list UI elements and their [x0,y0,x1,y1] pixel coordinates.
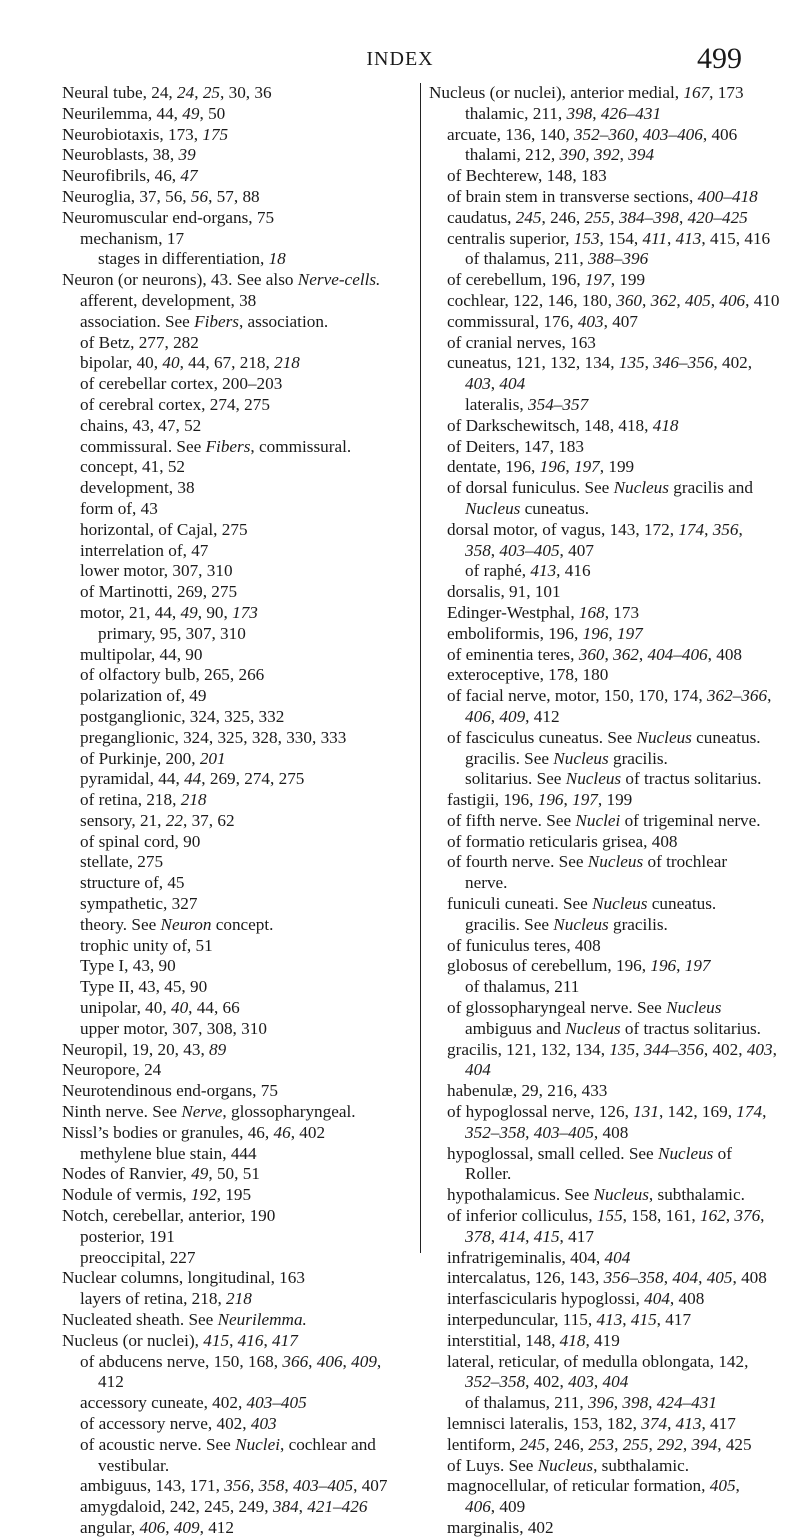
index-entry: globosus of cerebellum, 196, 196, 197 [447,956,711,976]
index-entry: of Betz, 277, 282 [80,332,199,352]
index-entry: trophic unity of, 51 [80,935,213,955]
index-entry: of raphé, 413, 416 [465,561,591,581]
index-entry: nerve. [465,873,508,893]
index-entry: Nucleated sheath. See Neurilemma. [62,1310,307,1330]
index-entry: of Martinotti, 269, 275 [80,582,238,602]
index-entry: of cerebral cortex, 274, 275 [80,394,270,414]
index-entry: of abducens nerve, 150, 168, 366, 406, 409, [80,1351,382,1371]
index-entry: lateralis, 354–357 [465,394,589,414]
index-column-right [420,83,783,1537]
index-entry: lower motor, 307, 310 [80,561,233,581]
index-entry: sensory, 21, 22, 37, 62 [80,810,235,830]
index-entry: pyramidal, 44, 44, 269, 274, 275 [80,769,305,789]
index-entry: primary, 95, 307, 310 [98,623,246,643]
index-entry: Nucleus (or nuclei), anterior medial, 167, 173 [429,83,744,102]
index-entry: Neurofibrils, 46, 47 [62,166,198,186]
running-title: INDEX [366,48,434,70]
index-entry: intercalatus, 126, 143, 356–358, 404, 405, 408 [447,1268,767,1288]
index-entry: of funiculus teres, 408 [447,935,601,955]
index-entry: chains, 43, 47, 52 [80,415,202,435]
index-entry: angular, 406, 409, 412 [80,1517,234,1537]
index-entry: of cranial nerves, 163 [447,332,596,352]
index-entry: Ninth nerve. See Nerve, glossopharyngeal. [62,1102,356,1122]
index-entry: 352–358, 403–405, 408 [465,1122,629,1142]
index-entry: Neuroblasts, 38, 39 [62,145,196,165]
index-entry: mechanism, 17 [80,228,185,248]
index-entry: of formatio reticularis grisea, 408 [447,831,678,851]
index-entry: centralis superior, 153, 154, 411, 413, 415, 416 [447,228,771,248]
index-entry: lentiform, 245, 246, 253, 255, 292, 394, 425 [447,1434,752,1454]
index-entry: of Deiters, 147, 183 [447,436,584,456]
index-entry: bipolar, 40, 40, 44, 67, 218, 218 [80,353,300,373]
index-entry: of Darkschewitsch, 148, 418, 418 [447,415,679,435]
index-entry: polarization of, 49 [80,686,207,706]
index-entry: of hypoglossal nerve, 126, 131, 142, 169, 174, [447,1102,767,1122]
index-entry: gracilis. See Nucleus gracilis. [465,914,668,934]
index-entry: 412 [98,1372,124,1392]
index-entry: habenulæ, 29, 216, 433 [447,1081,608,1101]
index-entry: interrelation of, 47 [80,540,209,560]
index-entry: 403, 404 [465,374,526,394]
index-entry: vestibular. [98,1455,170,1475]
index-entry: of fifth nerve. See Nuclei of trigeminal nerve. [447,810,761,830]
index-entry: caudatus, 245, 246, 255, 384–398, 420–425 [447,207,748,227]
index-entry: of cerebellum, 196, 197, 199 [447,270,646,290]
index-entry: Neurotendinous end-organs, 75 [62,1081,278,1101]
index-entry: marginalis, 402 [447,1517,554,1537]
index-entry: infratrigeminalis, 404, 404 [447,1247,631,1267]
index-entry: sympathetic, 327 [80,894,198,914]
index-entry: upper motor, 307, 308, 310 [80,1018,267,1038]
index-entry: interstitial, 148, 418, 419 [447,1330,620,1350]
index-entry: Nucleus cuneatus. [465,498,590,518]
index-entry: cochlear, 122, 146, 180, 360, 362, 405, 406, 410 [447,290,780,310]
index-column-left [62,83,420,1539]
index-entry: of thalamus, 211, 396, 398, 424–431 [465,1393,717,1413]
index-entry: association. See Fibers, association. [80,311,329,331]
page-header [0,42,800,82]
index-entry: concept, 41, 52 [80,457,186,477]
index-entry: postganglionic, 324, 325, 332 [80,706,285,726]
index-entry: 358, 403–405, 407 [465,540,594,560]
index-entry: emboliformis, 196, 196, 197 [447,623,643,643]
index-entry: thalamic, 211, 398, 426–431 [465,103,662,123]
index-entry: commissural, 176, 403, 407 [447,311,638,331]
index-entry: Roller. [465,1164,512,1184]
index-entry: ambiguus and Nucleus of tractus solitarius. [465,1018,761,1038]
index-entry: Neurilemma, 44, 49, 50 [62,103,226,123]
index-entry: development, 38 [80,478,195,498]
index-entry: of accessory nerve, 402, 403 [80,1414,277,1433]
index-entry: stages in differentiation, 18 [98,249,286,269]
index-entry: of acoustic nerve. See Nuclei, cochlear and [80,1434,376,1454]
index-entry: Nissl’s bodies or granules, 46, 46, 402 [62,1122,326,1142]
index-entry: form of, 43 [80,498,158,518]
index-entry: Nucleus (or nuclei), 415, 416, 417 [62,1330,298,1350]
index-entry: fastigii, 196, 196, 197, 199 [447,790,633,810]
index-entry: cuneatus, 121, 132, 134, 135, 346–356, 402, [447,353,753,373]
index-entry: of thalamus, 211 [465,977,580,997]
index-entry: of brain stem in transverse sections, 400–418 [447,186,758,206]
index-entry: of olfactory bulb, 265, 266 [80,665,265,685]
index-entry: dorsal motor, of vagus, 143, 172, 174, 356, [447,519,743,539]
index-entry: multipolar, 44, 90 [80,644,203,664]
index-entry: Notch, cerebellar, anterior, 190 [62,1206,276,1226]
index-entry: Neuropil, 19, 20, 43, 89 [62,1039,227,1059]
index-entry: structure of, 45 [80,873,185,893]
index-entry: 378, 414, 415, 417 [465,1226,594,1246]
index-entry: dentate, 196, 196, 197, 199 [447,457,635,477]
index-entry: Type II, 43, 45, 90 [80,977,208,997]
index-entry: unipolar, 40, 40, 44, 66 [80,998,240,1018]
index-entry: motor, 21, 44, 49, 90, 173 [80,602,258,622]
index-entry: Neuron (or neurons), 43. See also Nerve-cells. [62,270,381,290]
index-entry: hypoglossal, small celled. See Nucleus of [447,1143,732,1163]
index-entry: Nodes of Ranvier, 49, 50, 51 [62,1164,260,1184]
index-entry: Neuromuscular end-organs, 75 [62,207,275,227]
page-number: 499 [697,42,742,75]
index-entry: of dorsal funiculus. See Nucleus gracilis and [447,478,753,498]
index-entry: thalami, 212, 390, 392, 394 [465,145,655,165]
index-entry: stellate, 275 [80,852,164,872]
index-entry: dorsalis, 91, 101 [447,582,561,602]
index-entry: theory. See Neuron concept. [80,914,274,934]
index-entry: 406, 409 [465,1497,526,1517]
index-entry: Neuroglia, 37, 56, 56, 57, 88 [62,186,260,206]
index-entry: preganglionic, 324, 325, 328, 330, 333 [80,727,347,747]
index-entry: amygdaloid, 242, 245, 249, 384, 421–426 [80,1497,368,1517]
index-entry: of Bechterew, 148, 183 [447,166,607,186]
index-entry: interpeduncular, 115, 413, 415, 417 [447,1310,692,1330]
index-entry: lateral, reticular, of medulla oblongata, 142, [447,1351,749,1371]
index-entry: funiculi cuneati. See Nucleus cuneatus. [447,894,717,914]
index-entry: 404 [465,1060,491,1080]
index-entry: of fasciculus cuneatus. See Nucleus cuneatus. [447,727,761,747]
index-entry: magnocellular, of reticular formation, 405, [447,1476,740,1496]
index-entry: 406, 409, 412 [465,706,560,726]
index-entry: ambiguus, 143, 171, 356, 358, 403–405, 407 [80,1476,388,1496]
index-entry: of spinal cord, 90 [80,831,201,851]
index-entry: methylene blue stain, 444 [80,1143,257,1163]
index-entry: lemnisci lateralis, 153, 182, 374, 413, 417 [447,1414,736,1433]
index-entry: Nuclear columns, longitudinal, 163 [62,1268,305,1288]
index-entry: exteroceptive, 178, 180 [447,665,609,685]
index-entry: layers of retina, 218, 218 [80,1289,252,1309]
index-entry: Neurobiotaxis, 173, 175 [62,124,229,144]
index-entry: hypothalamicus. See Nucleus, subthalamic. [447,1185,745,1205]
index-entry: preoccipital, 227 [80,1247,196,1267]
index-entry: Neural tube, 24, 24, 25, 30, 36 [62,83,272,102]
index-entry: afferent, development, 38 [80,290,257,310]
index-entry: horizontal, of Cajal, 275 [80,519,248,539]
index-entry: commissural. See Fibers, commissural. [80,436,352,456]
index-entry: accessory cuneate, 402, 403–405 [80,1393,307,1413]
index-entry: gracilis, 121, 132, 134, 135, 344–356, 402, 403, [447,1039,777,1059]
index-entry: of Luys. See Nucleus, subthalamic. [447,1455,690,1475]
index-entry: posterior, 191 [80,1226,175,1246]
index-entry: interfascicularis hypoglossi, 404, 408 [447,1289,705,1309]
index-entry: of thalamus, 211, 388–396 [465,249,649,269]
index-entry: of inferior colliculus, 155, 158, 161, 162, 376, [447,1206,765,1226]
index-entry: of cerebellar cortex, 200–203 [80,374,283,394]
index-entry: of glossopharyngeal nerve. See Nucleus [447,998,722,1018]
index-entry: Neuropore, 24 [62,1060,162,1080]
index-entry: arcuate, 136, 140, 352–360, 403–406, 406 [447,124,738,144]
index-entry: of facial nerve, motor, 150, 170, 174, 362–366, [447,686,772,706]
index-entry: of Purkinje, 200, 201 [80,748,226,768]
index-entry: solitarius. See Nucleus of tractus solitarius. [465,769,762,789]
index-entry: Nodule of vermis, 192, 195 [62,1185,252,1205]
index-entry: of eminentia teres, 360, 362, 404–406, 408 [447,644,742,664]
index-entry: of retina, 218, 218 [80,790,207,810]
index-entry: 352–358, 402, 403, 404 [465,1372,629,1392]
index-entry: gracilis. See Nucleus gracilis. [465,748,668,768]
index-entry: Edinger-Westphal, 168, 173 [447,602,640,622]
index-entry: Type I, 43, 90 [80,956,176,976]
index-entry: of fourth nerve. See Nucleus of trochlear [447,852,728,872]
